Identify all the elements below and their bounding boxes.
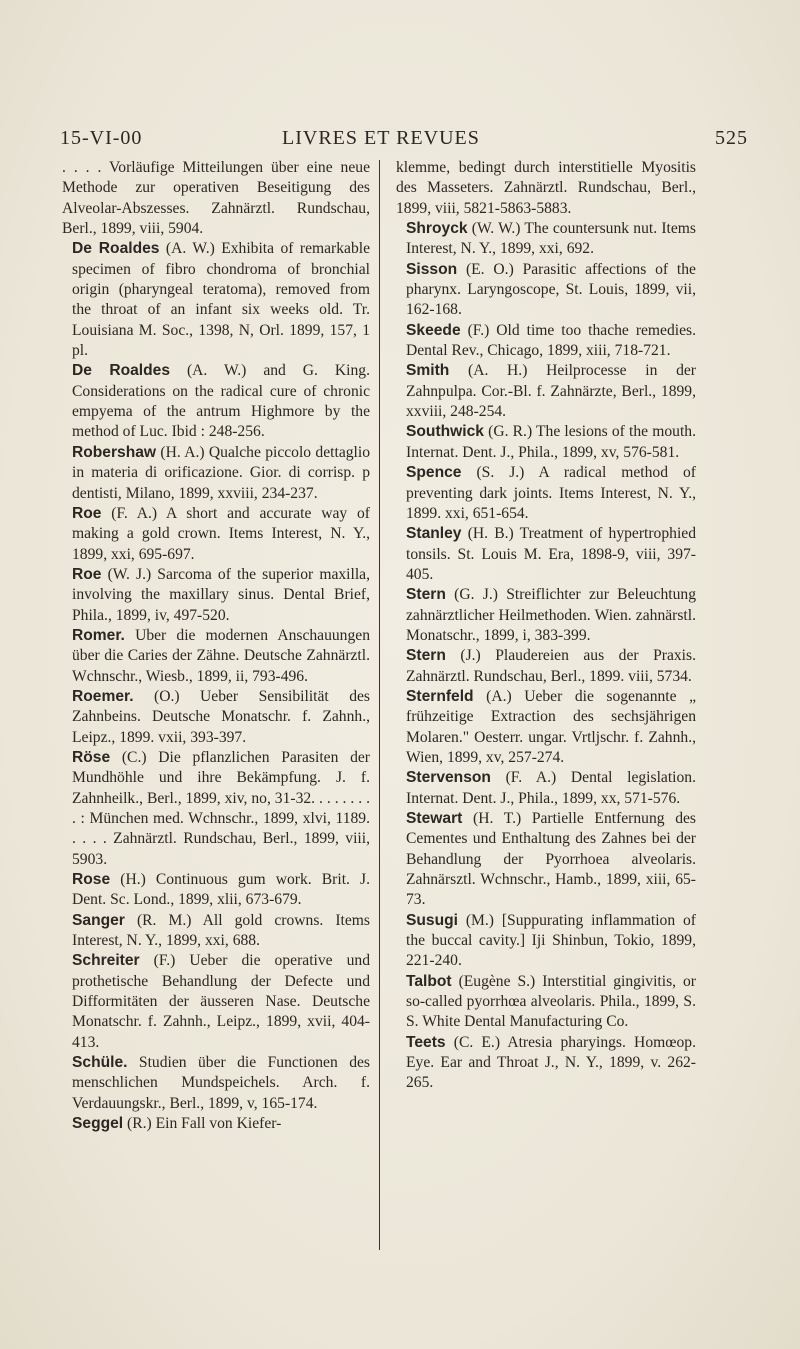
author-name: Stern: [406, 586, 446, 604]
entry-text: (F.) Ueber die operative und prothetische Behandlung der Defecte und Difformitäten der äusseren Nase. Deutsche Monatschr. f. Zahnh., Leipz., 1899, xvii, 404-413.: [72, 952, 370, 1051]
author-name: Skeede: [406, 321, 461, 339]
right-column: [396, 158, 696, 1094]
entry-text: (E. O.) Parasitic affections of the pharynx. Laryngoscope, St. Louis, 1899, vii, 162-168.: [406, 260, 696, 319]
bibliography-entry: [62, 1114, 370, 1134]
author-name: Stewart: [406, 810, 463, 827]
bibliography-entry: [396, 158, 696, 219]
entry-text: (C.) Die pflanzlichen Parasiten der Mundhöhle und ihre Bekämpfung. J. f. Zahnheilk., Berl., 1899, xiv, no, 31-32. . . . . . . . . : München med. Wchnschr., 1899, xlvi, 1189. . . . . Zahnärztl. Rundschau, Berl., 1899, viii, 5903.: [72, 748, 370, 868]
bibliography-entry: [62, 870, 370, 911]
entry-text: (M.) [Suppurating inflammation of the buccal cavity.] Iji Shinbun, Tokio, 1899, 221-240.: [406, 911, 696, 970]
header-date: 15-VI-00: [60, 127, 143, 149]
entry-text: (G. J.) Streiflichter zur Beleuchtung zahnärztlicher Heilmethoden. Wien. zahnärstl. Monatschr., 1899, i, 383-399.: [406, 586, 696, 644]
bibliography-entry: [396, 585, 696, 646]
author-name: Sanger: [72, 911, 125, 929]
bibliography-entry: [62, 239, 370, 361]
entry-text: (W. J.) Sarcoma of the superior maxilla, involving the maxillary sinus. Dental Brief, Phila., 1899, iv, 497-520.: [72, 565, 370, 624]
author-name: Rose: [72, 871, 111, 889]
entry-text: (A. H.) Heilprocesse in der Zahnpulpa. Cor.-Bl. f. Zahnärzte, Berl., 1899, xxviii, 248-254.: [406, 362, 697, 421]
bibliography-entry: [396, 321, 696, 362]
entry-text: (A. W.) and G. King. Considerations on the radical cure of chronic empyema of the antrum Highmore by the method of Luc. Ibid : 248-256.: [72, 362, 371, 441]
running-header: [60, 127, 768, 155]
bibliography-entry: [396, 1033, 696, 1094]
entry-text: (F. A.) Dental legislation. Internat. Dent. J., Phila., 1899, xx, 571-576.: [406, 769, 696, 807]
bibliography-entry: [62, 158, 370, 239]
bibliography-entry: [396, 687, 696, 768]
entry-text: (J.) Plaudereien aus der Praxis. Zahnärztl. Rundschau, Berl., 1899. viii, 5734.: [406, 647, 696, 685]
entry-text: (H.) Continuous gum work. Brit. J. Dent. Sc. Lond., 1899, xlii, 673-679.: [72, 871, 370, 909]
author-name: Spence: [406, 464, 462, 482]
entry-text: (S. J.) A radical method of preventing dark joints. Items Interest, N. Y., 1899. xxi, 651-654.: [406, 464, 696, 522]
bibliography-entry: [396, 463, 696, 524]
bibliography-entry: [396, 260, 696, 321]
entry-text: Studien über die Functionen des menschlichen Mundspeichels. Arch. f. Verdauungskr., Berl., 1899, v, 165-174.: [72, 1054, 370, 1112]
author-name: Susugi: [406, 911, 458, 929]
bibliography-entry: [62, 687, 370, 748]
bibliography-entry: [62, 911, 370, 952]
author-name: Roe: [72, 565, 102, 583]
bibliography-entry: [396, 768, 696, 809]
bibliography-entry: [396, 646, 696, 687]
author-name: Southwick: [406, 423, 484, 441]
bibliography-entry: [62, 951, 370, 1053]
author-name: Robershaw: [72, 443, 157, 461]
bibliography-entry: [396, 972, 696, 1033]
bibliography-entry: [396, 911, 696, 972]
bibliography-entry: [396, 524, 696, 585]
entry-text: (A. W.) Exhibita of remarkable specimen of fibro chondroma of bronchial origin (pharyngeal teratoma), removed from the throat of an infant six weeks old. Tr. Louisiana M. Soc., 1398, N, Orl. 1899, 157, 1 pl.: [72, 240, 371, 360]
bibliography-entry: [62, 361, 370, 442]
bibliography-entry: [62, 565, 370, 626]
page-number: 525: [715, 127, 748, 149]
author-name: Shroyck: [406, 220, 468, 238]
bibliography-entry: [396, 422, 696, 463]
author-name: Sternfeld: [406, 687, 474, 705]
author-name: Teets: [406, 1033, 446, 1051]
entry-text: Uber die modernen Anschauungen über die Caries der Zähne. Deutsche Zahnärztl. Wchnschr., Wiesb., 1899, ii, 793-496.: [72, 626, 370, 685]
author-name: Sisson: [406, 260, 458, 278]
entry-text: . . . . Vorläufige Mitteilungen über eine neue Methode zur operativen Beseitigung des Alveolar-Abszesses. Zahnärztl. Rundschau, Berl., 1899, viii, 5904.: [62, 159, 370, 238]
entry-text: (G. R.) The lesions of the mouth. Internat. Dent. J., Phila., 1899, xv, 576-581.: [406, 423, 696, 461]
entry-text: (F.) Old time too thache remedies. Dental Rev., Chicago, 1899, xiii, 718-721.: [406, 321, 696, 360]
bibliography-entry: [62, 1053, 370, 1114]
author-name: Seggel: [72, 1115, 124, 1133]
author-name: Stervenson: [406, 769, 491, 787]
author-name: Romer.: [72, 626, 125, 644]
entry-text: (O.) Ueber Sensibilität des Zahnbeins. Deutsche Monatschr. f. Zahnh., Leipz., 1899. vxii, 393-397.: [72, 687, 370, 746]
header-title: LIVRES ET REVUES: [282, 127, 480, 149]
bibliography-entry: [62, 443, 370, 504]
entry-text: (H. B.) Treatment of hypertrophied tonsils. St. Louis M. Era, 1898-9, viii, 397-405.: [406, 525, 696, 583]
bibliography-entry: [62, 504, 370, 565]
entry-text: klemme, bedingt durch interstitielle Myositis des Masseters. Zahnärztl. Rundschau, Berl., 1899, viii, 5821-5863-5883.: [396, 159, 696, 217]
bibliography-entry: [62, 626, 370, 687]
author-name: Schreiter: [72, 952, 140, 970]
author-name: Stern: [406, 647, 446, 665]
author-name: Schüle.: [72, 1054, 128, 1072]
author-name: Röse: [72, 748, 111, 766]
entry-text: (F. A.) A short and accurate way of making a gold crown. Items Interest, N. Y., 1899, xxi, 695-697.: [72, 504, 370, 563]
author-name: Talbot: [406, 972, 452, 990]
column-divider: [379, 160, 380, 1250]
author-name: Roemer.: [72, 687, 134, 705]
entry-text: (H. A.) Qualche piccolo dettaglio in materia di orificazione. Gior. di corrisp. p dentisti, Milano, 1899, xxviii, 234-237.: [72, 443, 370, 502]
entry-text: (W. W.) The countersunk nut. Items Interest, N. Y., 1899, xxi, 692.: [406, 220, 696, 258]
bibliography-entry: [62, 748, 370, 870]
entry-text: (A.) Ueber die sogenannte „ frühzeitige Extraction des sechsjährigen Molaren." Oesterr. ungar. Vrtljschr. f. Zahnh., Wien, 1899, xv, 257-274.: [406, 687, 696, 766]
bibliography-entry: [396, 809, 696, 911]
author-name: De Roaldes: [72, 362, 170, 380]
entry-text: (R. M.) All gold crowns. Items Interest, N. Y., 1899, xxi, 688.: [72, 911, 371, 950]
author-name: De Roaldes: [72, 240, 160, 258]
left-column: [62, 158, 370, 1135]
entry-text: (Eugène S.) Interstitial gingivitis, or so-called pyorrhœa alveolaris. Phila., 1899, S. S. White Dental Manufacturing Co.: [406, 972, 696, 1031]
bibliography-entry: [396, 219, 696, 260]
author-name: Roe: [72, 504, 102, 522]
entry-text: (C. E.) Atresia pharyings. Homœop. Eye. Ear and Throat J., N. Y., 1899, v. 262-265.: [406, 1033, 696, 1092]
bibliography-entry: [396, 361, 696, 422]
author-name: Smith: [406, 362, 450, 380]
author-name: Stanley: [406, 525, 462, 543]
entry-text: (R.) Ein Fall von Kiefer-: [127, 1115, 282, 1133]
entry-text: (H. T.) Partielle Entfernung des Cementes und Enthaltung des Zahnes bei der Behandlung der Pyorrhoea alveolaris. Zahnärsztl. Wchnschr., Hamb., 1899, xiii, 65-73.: [406, 810, 696, 909]
